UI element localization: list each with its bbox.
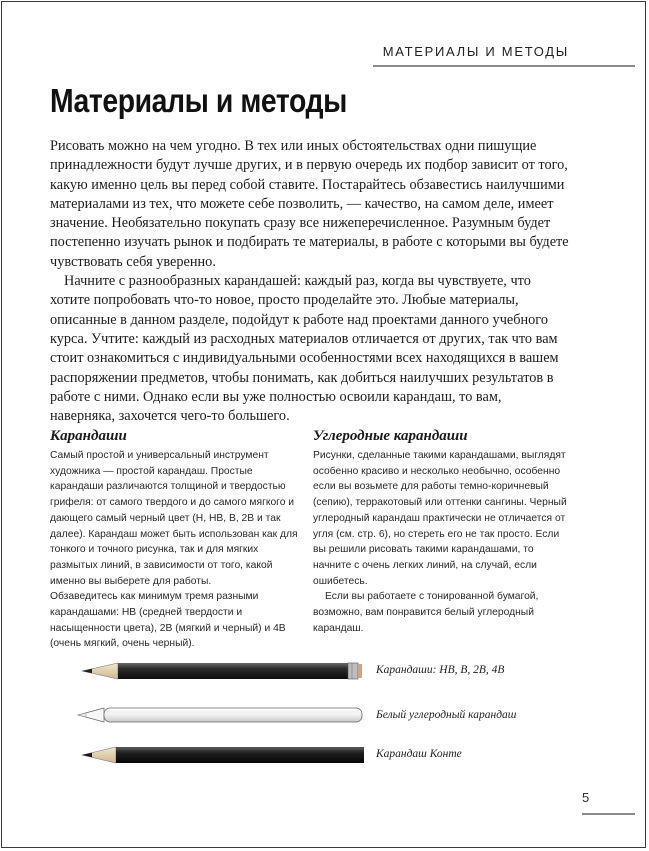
graphite-pencils-label: Карандаши: HB, B, 2B, 4B xyxy=(376,664,505,676)
carbon-pencils-heading: Углеродные карандаши xyxy=(313,428,468,444)
page-number: 5 xyxy=(582,790,590,805)
running-head: МАТЕРИАЛЫ И МЕТОДЫ xyxy=(382,44,569,59)
intro-paragraph-1: Рисовать можно на чем угодно. В тех или иных обстоятельствах одни пишущие принадлежности будут лучше других, и в первую очередь их подбор зависит от того, какую именно цель вы перед собой ставите. Постарайтесь обзавестись наилучшими материалами из тех, что можете себе позволить, — качество, на самом деле, имеет значение. Необязательно покупать сразу все нижеперечисленное. Разумным будет постепенно изучать рынок и подбирать те материалы, в работе с которыми вы будете чувствовать себя уверенно. xyxy=(50,138,569,270)
graphite-pencil-illustration xyxy=(68,658,370,684)
intro-text xyxy=(50,137,570,426)
white-carbon-pencil-illustration xyxy=(68,702,370,728)
conte-pencil-label: Карандаш Конте xyxy=(376,748,462,760)
white-carbon-pencil-label: Белый углеродный карандаш xyxy=(376,709,517,721)
carbon-paragraph-1: Рисунки, сделанные такими карандашами, выглядят особенно красиво и несколько необычно, особенно если вы возьмете для работы темно-коричневый (сепию), терракотовый или оттенки сангины. Черный углеродный карандаш практически не отличается от угля (см. стр. 6), но стереть его не так просто. Если вы решили рисовать такими карандашами, то начните с очень легких линий, на случай, если ошибетесь. xyxy=(313,450,567,587)
header-rule xyxy=(373,65,635,67)
pencils-paragraph-2: Обзаведитесь как минимум тремя разными карандашами: HB (средней твердости и насыщенности цвета), 2B (мягкий и черный) и 4B (очень мягкий, очень черный). xyxy=(50,591,286,650)
pencils-heading: Карандаши xyxy=(50,428,127,444)
footer-rule xyxy=(582,813,635,815)
pencils-paragraph-1: Самый простой и универсальный инструмент художника — простой карандаш. Простые карандаши различаются толщиной и твердостью грифеля: от самого твердого и до самого мягкого и дающего самый черный цвет (H, HB, B, 2B и так далее). Карандаш может быть использован как для тонкого и точного рисунка, так и для мягких размытых линий, в зависимости от того, какой именно вы выберете для работы. xyxy=(50,450,298,587)
conte-pencil-illustration xyxy=(68,742,370,768)
page-title: Материалы и методы xyxy=(50,82,347,119)
intro-paragraph-2: Начните с разнообразных карандашей: каждый раз, когда вы чувствуете, что хотите попробовать что-то новое, просто проделайте это. Любые материалы, описанные в данном разделе, подойдут к работе над проектами данного учебного курса. Учтите: каждый из расходных материалов отличается от других, так что вам стоит ознакомиться с индивидуальными особенностями всех находящихся в вашем распоряжении предметов, чтобы понимать, как добиться наилучших результатов в работе с ними. Однако если вы уже полностью освоили карандаш, то вам, наверняка, захочется чего-то большего. xyxy=(50,273,559,425)
carbon-paragraph-2: Если вы работаете с тонированной бумагой, возможно, вам понравится белый углеродный карандаш. xyxy=(313,591,539,634)
pencils-section xyxy=(50,428,305,652)
carbon-pencils-section xyxy=(313,428,568,636)
